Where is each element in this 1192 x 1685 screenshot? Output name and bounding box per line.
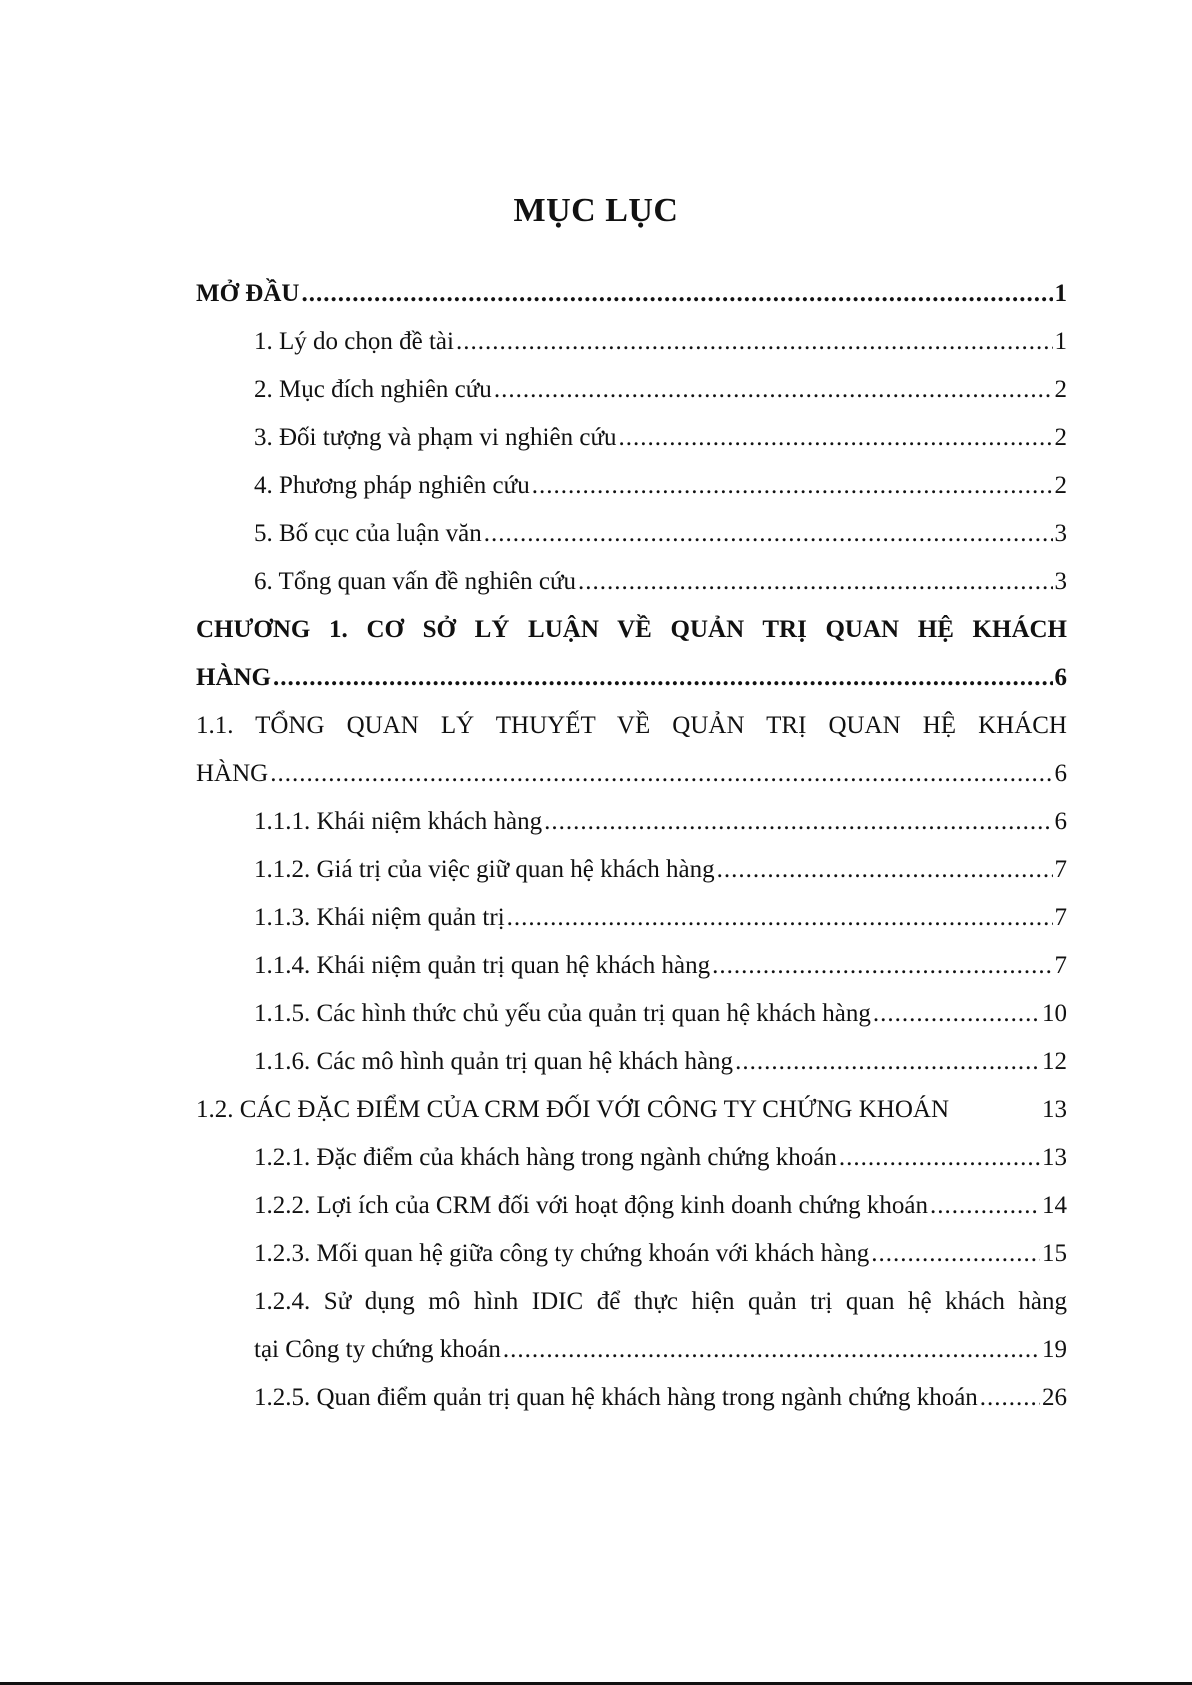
toc-dot-leader — [930, 1182, 1040, 1230]
toc-entry[interactable] — [196, 558, 1067, 606]
toc-page-number: 6 — [1054, 808, 1067, 835]
toc-entry-text: 4. Phương pháp nghiên cứu — [254, 472, 530, 499]
toc-entry[interactable] — [196, 1374, 1067, 1422]
toc-entry[interactable] — [196, 654, 1067, 702]
toc-entry[interactable] — [196, 990, 1067, 1038]
toc-dot-leader — [735, 1038, 1040, 1086]
toc-page-number: 2 — [1054, 376, 1067, 403]
toc-page-number: 6 — [1054, 664, 1067, 691]
toc-page-number: 10 — [1042, 1000, 1067, 1027]
toc-entry[interactable] — [196, 1326, 1067, 1374]
toc-entry-text: 1.2.1. Đặc điểm của khách hàng trong ngành chứng khoán — [254, 1144, 837, 1171]
toc-entry-text: 5. Bố cục của luận văn — [254, 520, 482, 547]
toc-dot-leader — [301, 270, 1052, 318]
toc-dot-leader — [456, 318, 1053, 366]
toc-entry[interactable] — [196, 510, 1067, 558]
toc-entry-text: 3. Đối tượng và phạm vi nghiên cứu — [254, 424, 617, 451]
toc-entry[interactable] — [196, 318, 1067, 366]
toc-page-number: 19 — [1042, 1336, 1067, 1363]
toc-entry-text: 6. Tổng quan vấn đề nghiên cứu — [254, 568, 577, 595]
toc-dot-leader — [839, 1134, 1040, 1182]
toc-entry[interactable] — [196, 894, 1067, 942]
toc-entry[interactable] — [196, 1086, 1067, 1134]
toc-dot-leader — [712, 942, 1052, 990]
toc-entry-text: 1.2. CÁC ĐẶC ĐIỂM CỦA CRM ĐỐI VỚI CÔNG TY CHỨNG KHOÁN — [196, 1096, 950, 1123]
toc-page-number: 3 — [1054, 568, 1067, 595]
toc-page-number: 7 — [1054, 952, 1067, 979]
toc-dot-leader — [871, 1230, 1040, 1278]
toc-entry-text: 1.1.5. Các hình thức chủ yếu của quản trị quan hệ khách hàng — [254, 1000, 871, 1027]
toc-entry-text: 1. Lý do chọn đề tài — [254, 328, 454, 355]
table-of-contents — [196, 270, 1067, 1422]
toc-page-number: 1 — [1054, 328, 1067, 355]
toc-entry-text: 1.1.1. Khái niệm khách hàng — [254, 808, 543, 835]
toc-page-number: 12 — [1042, 1048, 1067, 1075]
toc-entry[interactable] — [196, 366, 1067, 414]
toc-page-number: 2 — [1054, 472, 1067, 499]
toc-entry[interactable] — [196, 1182, 1067, 1230]
toc-entry-text: 1.1.6. Các mô hình quản trị quan hệ khách hàng — [254, 1048, 734, 1075]
toc-entry-text: 1.1.4. Khái niệm quản trị quan hệ khách hàng — [254, 952, 711, 979]
toc-dot-leader — [980, 1374, 1040, 1422]
toc-page-number: 7 — [1054, 904, 1067, 931]
toc-entry[interactable] — [196, 750, 1067, 798]
toc-entry-text: HÀNG — [196, 664, 271, 691]
toc-entry-text: MỞ ĐẦU — [196, 280, 300, 307]
toc-entry-wrapped-line[interactable]: 1.1. TỔNG QUAN LÝ THUYẾT VỀ QUẢN TRỊ QUAN HỆ KHÁCH — [196, 712, 1067, 739]
toc-entry[interactable] — [196, 1134, 1067, 1182]
toc-entry-text: HÀNG — [196, 760, 269, 787]
toc-dot-leader — [578, 558, 1052, 606]
toc-page-number: 15 — [1042, 1240, 1067, 1267]
toc-dot-leader — [273, 654, 1053, 702]
toc-entry-text: 1.2.2. Lợi ích của CRM đối với hoạt động kinh doanh chứng khoán — [254, 1192, 928, 1219]
toc-dot-leader — [873, 990, 1040, 1038]
toc-entry[interactable] — [196, 1038, 1067, 1086]
toc-page-number: 26 — [1042, 1384, 1067, 1411]
toc-page-number: 6 — [1054, 760, 1067, 787]
toc-page-number: 3 — [1054, 520, 1067, 547]
toc-entry[interactable] — [196, 414, 1067, 462]
toc-dot-leader — [532, 462, 1053, 510]
toc-page-number: 14 — [1042, 1192, 1067, 1219]
toc-dot-leader — [494, 366, 1053, 414]
toc-entry[interactable] — [196, 462, 1067, 510]
toc-page-number: 2 — [1054, 424, 1067, 451]
toc-entry-text: 2. Mục đích nghiên cứu — [254, 376, 492, 403]
toc-entry[interactable] — [196, 846, 1067, 894]
toc-dot-leader — [503, 1326, 1040, 1374]
toc-dot-leader — [484, 510, 1053, 558]
toc-dot-leader — [619, 414, 1053, 462]
toc-entry[interactable] — [196, 270, 1067, 318]
toc-entry-text: tại Công ty chứng khoán — [254, 1336, 501, 1363]
toc-page-number: 13 — [1042, 1144, 1067, 1171]
toc-page-number: 1 — [1054, 280, 1067, 307]
toc-entry-text: 1.2.3. Mối quan hệ giữa công ty chứng khoán với khách hàng — [254, 1240, 870, 1267]
toc-dot-leader — [270, 750, 1052, 798]
toc-page-number: 7 — [1054, 856, 1067, 883]
toc-entry-wrapped-line[interactable]: CHƯƠNG 1. CƠ SỞ LÝ LUẬN VỀ QUẢN TRỊ QUAN HỆ KHÁCH — [196, 616, 1067, 643]
toc-dot-leader — [544, 798, 1052, 846]
toc-entry-text: 1.1.2. Giá trị của việc giữ quan hệ khách hàng — [254, 856, 715, 883]
toc-title: MỤC LỤC — [513, 192, 679, 229]
toc-entry[interactable] — [196, 942, 1067, 990]
toc-entry[interactable] — [196, 1230, 1067, 1278]
toc-entry-text: 1.1.3. Khái niệm quản trị — [254, 904, 505, 931]
toc-entry[interactable] — [196, 798, 1067, 846]
toc-dot-leader — [717, 846, 1053, 894]
toc-dot-leader — [507, 894, 1053, 942]
toc-entry-text: 1.2.5. Quan điểm quản trị quan hệ khách hàng trong ngành chứng khoán — [254, 1384, 978, 1411]
toc-page-number: 13 — [1042, 1096, 1067, 1123]
toc-entry-wrapped-line[interactable]: 1.2.4. Sử dụng mô hình IDIC để thực hiện quản trị quan hệ khách hàng — [254, 1288, 1067, 1315]
